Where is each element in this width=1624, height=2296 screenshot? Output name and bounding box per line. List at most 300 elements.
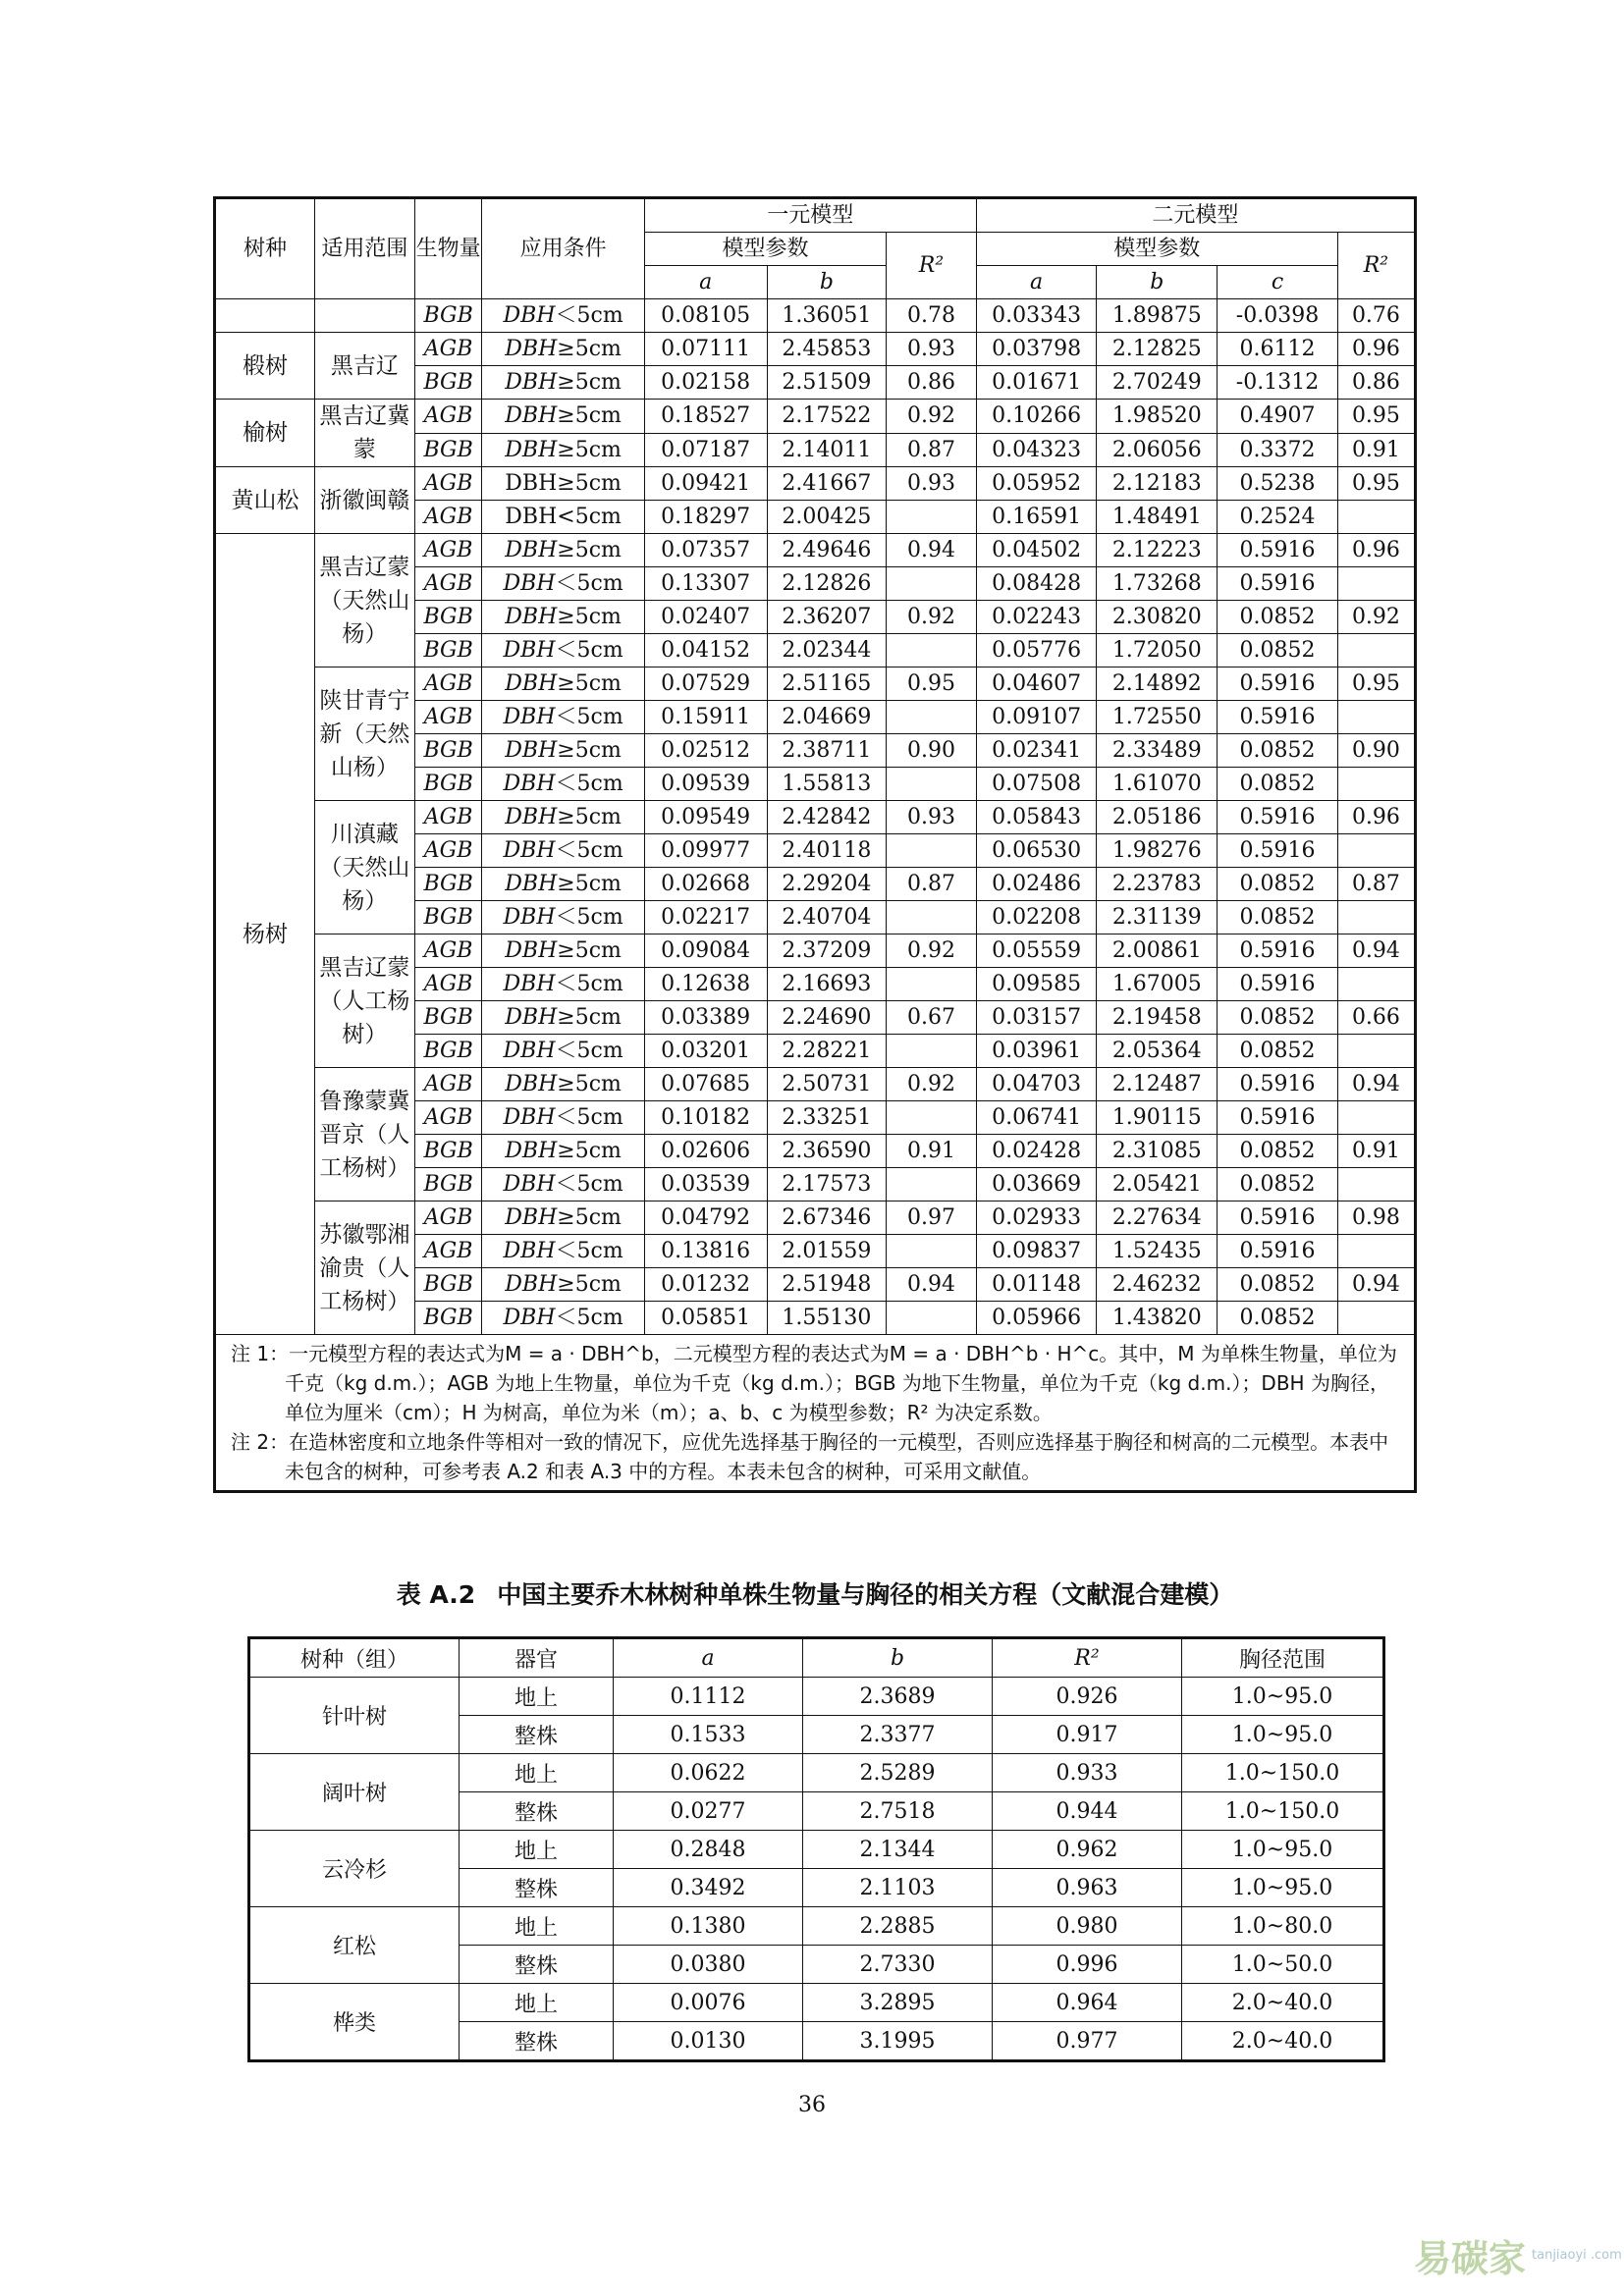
cell-b2: 2.33489	[1097, 734, 1218, 768]
cell-range: 浙徽闽赣	[314, 467, 414, 534]
dbh-symbol: DBH	[505, 805, 558, 829]
header-b-1: b	[767, 266, 887, 299]
cell-condition: DBH≥5cm	[482, 366, 644, 400]
cell-b2: 2.23783	[1097, 868, 1218, 901]
cell-biomass-type: BGB	[414, 433, 482, 467]
cell-r2-2	[1337, 1035, 1415, 1068]
cell-dbh-range: 1.0~80.0	[1182, 1907, 1384, 1946]
cell-a2: 0.02341	[976, 734, 1097, 768]
dbh-symbol: DBH	[503, 1105, 556, 1130]
dbh-symbol: DBH	[503, 972, 556, 996]
cell-r2-2	[1337, 1101, 1415, 1135]
cell-condition: DBH≥5cm	[482, 1068, 644, 1101]
cell-range: 黑吉辽蒙（天然山杨）	[314, 534, 414, 667]
header-r2-1: R²	[887, 233, 977, 299]
cell-a1: 0.18297	[644, 501, 767, 534]
header-biomass: 生物量	[414, 198, 482, 299]
cell-a2: 0.02428	[976, 1135, 1097, 1168]
dbh-symbol: DBH	[503, 1306, 556, 1330]
cell-r2-1	[887, 501, 977, 534]
cell-c2: 0.4907	[1218, 400, 1338, 434]
cell-r2-2: 0.86	[1337, 366, 1415, 400]
cell-a: 0.0277	[614, 1792, 803, 1831]
cell-b2: 2.31139	[1097, 901, 1218, 934]
table-row	[215, 934, 1416, 968]
cell-r2-1	[887, 567, 977, 601]
cell-r2-1: 0.92	[887, 601, 977, 634]
t2-header-b: b	[803, 1638, 993, 1678]
cell-condition: DBH≥5cm	[482, 1001, 644, 1035]
cell-organ: 地上	[460, 1984, 614, 2022]
cell-a2: 0.03798	[976, 333, 1097, 366]
cell-a2: 0.05776	[976, 634, 1097, 667]
cell-biomass-type: AGB	[414, 701, 482, 734]
cell-range: 黑吉辽冀蒙	[314, 400, 414, 467]
cell-r2-1	[887, 1168, 977, 1201]
cell-c2: 0.5916	[1218, 1201, 1338, 1235]
cell-r2-1: 0.93	[887, 333, 977, 366]
dbh-symbol: DBH	[503, 1239, 556, 1263]
cell-organ: 地上	[460, 1831, 614, 1869]
cell-condition: DBH≥5cm	[482, 400, 644, 434]
cell-c2: 0.0852	[1218, 1302, 1338, 1335]
cell-r2-2	[1337, 968, 1415, 1001]
table-a2	[247, 1636, 1382, 2062]
cell-b2: 1.67005	[1097, 968, 1218, 1001]
cell-c2: 0.5916	[1218, 834, 1338, 868]
cell-r2-1: 0.92	[887, 1068, 977, 1101]
cell-condition: DBH＜5cm	[482, 634, 644, 667]
cell-condition: DBH＜5cm	[482, 1235, 644, 1268]
cell-condition: DBH≥5cm	[482, 868, 644, 901]
cell-species: 榆树	[215, 400, 315, 467]
cell-c2: 0.5916	[1218, 667, 1338, 701]
dbh-symbol: DBH	[505, 1205, 558, 1230]
cell-c2: 0.5238	[1218, 467, 1338, 501]
cell-b2: 2.27634	[1097, 1201, 1218, 1235]
cell-dbh-range: 1.0~50.0	[1182, 1946, 1384, 1984]
cell-a2: 0.03669	[976, 1168, 1097, 1201]
cell-b: 2.7330	[803, 1946, 993, 1984]
cell-b1: 2.29204	[767, 868, 887, 901]
cell-b2: 2.12183	[1097, 467, 1218, 501]
cell-dbh-range: 2.0~40.0	[1182, 1984, 1384, 2022]
t2-header-a: a	[614, 1638, 803, 1678]
cell-r2-2: 0.91	[1337, 1135, 1415, 1168]
cell-a1: 0.07685	[644, 1068, 767, 1101]
cell-b1: 2.36590	[767, 1135, 887, 1168]
cell-a: 0.1380	[614, 1907, 803, 1946]
cell-b: 3.2895	[803, 1984, 993, 2022]
dbh-symbol: DBH	[505, 1272, 558, 1297]
cell-b1: 2.51509	[767, 366, 887, 400]
cell-b1: 2.01559	[767, 1235, 887, 1268]
cell-biomass-type: BGB	[414, 1268, 482, 1302]
cell-c2: 0.5916	[1218, 701, 1338, 734]
cell-r2-2: 0.98	[1337, 1201, 1415, 1235]
header-a-1: a	[644, 266, 767, 299]
cell-r2-2	[1337, 1302, 1415, 1335]
cell-a2: 0.03961	[976, 1035, 1097, 1068]
cell-b2: 1.89875	[1097, 299, 1218, 333]
t2-header-organ: 器官	[460, 1638, 614, 1678]
cell-b: 2.7518	[803, 1792, 993, 1831]
cell-b: 2.1344	[803, 1831, 993, 1869]
cell-r2-2: 0.95	[1337, 467, 1415, 501]
cell-c2: 0.5916	[1218, 567, 1338, 601]
cell-c2: 0.5916	[1218, 968, 1338, 1001]
cell-r2-2: 0.94	[1337, 934, 1415, 968]
cell-a2: 0.03157	[976, 1001, 1097, 1035]
dbh-symbol: DBH	[505, 1139, 558, 1163]
cell-condition: DBH≥5cm	[482, 1268, 644, 1302]
cell-b2: 2.05421	[1097, 1168, 1218, 1201]
header-condition: 应用条件	[482, 198, 644, 299]
cell-b1: 2.36207	[767, 601, 887, 634]
cell-b1: 2.00425	[767, 501, 887, 534]
cell-a1: 0.08105	[644, 299, 767, 333]
cell-a: 0.0622	[614, 1754, 803, 1792]
cell-b1: 1.36051	[767, 299, 887, 333]
cell-c2: -0.1312	[1218, 366, 1338, 400]
cell-r2-1	[887, 634, 977, 667]
cell-organ: 整株	[460, 1792, 614, 1831]
cell-c2: 0.0852	[1218, 901, 1338, 934]
cell-range: 苏徽鄂湘渝贵（人工杨树）	[314, 1201, 414, 1335]
cell-condition: DBH<5cm	[482, 501, 644, 534]
cell-biomass-type: BGB	[414, 768, 482, 801]
cell-a1: 0.07111	[644, 333, 767, 366]
cell-r2-2	[1337, 1235, 1415, 1268]
cell-biomass-type: AGB	[414, 333, 482, 366]
dbh-symbol: DBH	[505, 538, 558, 562]
cell-b2: 2.05364	[1097, 1035, 1218, 1068]
cell-a2: 0.04323	[976, 433, 1097, 467]
cell-b1: 2.04669	[767, 701, 887, 734]
cell-a2: 0.04607	[976, 667, 1097, 701]
cell-condition: DBH≥5cm	[482, 1135, 644, 1168]
cell-b: 2.5289	[803, 1754, 993, 1792]
cell-b1: 2.17573	[767, 1168, 887, 1201]
cell-r2-1	[887, 901, 977, 934]
cell-a1: 0.10182	[644, 1101, 767, 1135]
cell-b1: 2.28221	[767, 1035, 887, 1068]
cell-c2: 0.0852	[1218, 1035, 1338, 1068]
cell-a1: 0.09084	[644, 934, 767, 968]
cell-r2-2: 0.95	[1337, 667, 1415, 701]
t2-header-dbh-range: 胸径范围	[1182, 1638, 1384, 1678]
dbh-symbol: DBH	[503, 838, 556, 863]
header-range: 适用范围	[314, 198, 414, 299]
cell-c2: 0.2524	[1218, 501, 1338, 534]
cell-r2: 0.980	[993, 1907, 1182, 1946]
cell-b2: 2.12487	[1097, 1068, 1218, 1101]
cell-biomass-type: AGB	[414, 1068, 482, 1101]
cell-condition: DBH＜5cm	[482, 299, 644, 333]
cell-a1: 0.07187	[644, 433, 767, 467]
cell-r2-1	[887, 701, 977, 734]
cell-condition: DBH≥5cm	[482, 667, 644, 701]
cell-c2: 0.3372	[1218, 433, 1338, 467]
table-row	[215, 400, 1416, 434]
cell-b2: 2.19458	[1097, 1001, 1218, 1035]
cell-a1: 0.02512	[644, 734, 767, 768]
cell-a2: 0.02243	[976, 601, 1097, 634]
cell-r2-1: 0.67	[887, 1001, 977, 1035]
cell-b: 2.3689	[803, 1678, 993, 1716]
cell-dbh-range: 1.0~95.0	[1182, 1831, 1384, 1869]
cell-r2-1	[887, 968, 977, 1001]
cell-biomass-type: BGB	[414, 901, 482, 934]
cell-c2: -0.0398	[1218, 299, 1338, 333]
header-b-2: b	[1097, 266, 1218, 299]
cell-b2: 2.14892	[1097, 667, 1218, 701]
cell-b2: 1.90115	[1097, 1101, 1218, 1135]
cell-a1: 0.03539	[644, 1168, 767, 1201]
cell-biomass-type: BGB	[414, 1001, 482, 1035]
dbh-symbol: DBH	[505, 337, 558, 361]
cell-b2: 2.31085	[1097, 1135, 1218, 1168]
cell-biomass-type: BGB	[414, 634, 482, 667]
cell-range: 陕甘青宁新（天然山杨）	[314, 667, 414, 801]
cell-a1: 0.09977	[644, 834, 767, 868]
cell-a1: 0.07529	[644, 667, 767, 701]
cell-range: 川滇藏（天然山杨）	[314, 801, 414, 934]
cell-range	[314, 299, 414, 333]
dbh-symbol: DBH	[505, 403, 558, 429]
cell-a1: 0.12638	[644, 968, 767, 1001]
cell-a1: 0.07357	[644, 534, 767, 567]
cell-a2: 0.04502	[976, 534, 1097, 567]
cell-a2: 0.10266	[976, 400, 1097, 434]
cell-a: 0.1533	[614, 1716, 803, 1754]
cell-organ: 整株	[460, 2022, 614, 2061]
cell-b2: 1.52435	[1097, 1235, 1218, 1268]
cell-b1: 2.41667	[767, 467, 887, 501]
cell-b2: 2.00861	[1097, 934, 1218, 968]
cell-b2: 2.12223	[1097, 534, 1218, 567]
cell-a: 0.0130	[614, 2022, 803, 2061]
cell-organ: 整株	[460, 1716, 614, 1754]
cell-biomass-type: AGB	[414, 1201, 482, 1235]
cell-species-group: 阔叶树	[249, 1754, 460, 1831]
header-model-params-2: 模型参数	[976, 233, 1337, 266]
cell-a2: 0.09585	[976, 968, 1097, 1001]
cell-a2: 0.09107	[976, 701, 1097, 734]
cell-r2-2	[1337, 768, 1415, 801]
cell-b2: 1.61070	[1097, 768, 1218, 801]
cell-condition: DBH≥5cm	[482, 934, 644, 968]
biomass-table-continued	[213, 196, 1417, 1493]
cell-biomass-type: AGB	[414, 501, 482, 534]
cell-r2: 0.944	[993, 1792, 1182, 1831]
dbh-symbol: DBH	[503, 1172, 556, 1197]
cell-b1: 1.55130	[767, 1302, 887, 1335]
cell-a1: 0.15911	[644, 701, 767, 734]
table-row	[249, 1831, 1384, 1869]
cell-r2-2	[1337, 634, 1415, 667]
cell-a1: 0.09549	[644, 801, 767, 834]
cell-biomass-type: AGB	[414, 934, 482, 968]
cell-condition: DBH≥5cm	[482, 534, 644, 567]
cell-r2-1	[887, 1035, 977, 1068]
cell-r2-1	[887, 1302, 977, 1335]
cell-r2-2: 0.76	[1337, 299, 1415, 333]
dbh-symbol: DBH	[503, 1039, 556, 1063]
cell-a2: 0.01148	[976, 1268, 1097, 1302]
cell-r2-2: 0.96	[1337, 534, 1415, 567]
cell-b1: 2.17522	[767, 400, 887, 434]
cell-biomass-type: AGB	[414, 968, 482, 1001]
cell-c2: 0.0852	[1218, 1168, 1338, 1201]
dbh-symbol: DBH	[505, 437, 558, 462]
cell-c2: 0.0852	[1218, 868, 1338, 901]
cell-c2: 0.0852	[1218, 1268, 1338, 1302]
cell-r2: 0.963	[993, 1869, 1182, 1907]
cell-biomass-type: BGB	[414, 1135, 482, 1168]
cell-r2-1: 0.87	[887, 868, 977, 901]
cell-b2: 2.46232	[1097, 1268, 1218, 1302]
cell-r2-2	[1337, 834, 1415, 868]
cell-r2: 0.917	[993, 1716, 1182, 1754]
cell-biomass-type: AGB	[414, 1101, 482, 1135]
cell-r2-2: 0.87	[1337, 868, 1415, 901]
cell-r2-1: 0.92	[887, 400, 977, 434]
cell-b1: 2.51948	[767, 1268, 887, 1302]
cell-organ: 地上	[460, 1907, 614, 1946]
dbh-symbol: DBH	[505, 872, 558, 896]
cell-r2-1: 0.94	[887, 1268, 977, 1302]
cell-b1: 2.42842	[767, 801, 887, 834]
cell-b2: 2.06056	[1097, 433, 1218, 467]
cell-organ: 整株	[460, 1869, 614, 1907]
header-one-variable-model: 一元模型	[644, 198, 976, 233]
cell-organ: 地上	[460, 1678, 614, 1716]
cell-b1: 2.02344	[767, 634, 887, 667]
cell-b1: 2.51165	[767, 667, 887, 701]
cell-biomass-type: BGB	[414, 601, 482, 634]
cell-b: 2.1103	[803, 1869, 993, 1907]
cell-biomass-type: BGB	[414, 1168, 482, 1201]
cell-a2: 0.05559	[976, 934, 1097, 968]
table-row	[249, 1754, 1384, 1792]
cell-r2-2: 0.66	[1337, 1001, 1415, 1035]
table2-body	[249, 1678, 1384, 2061]
cell-r2-1: 0.90	[887, 734, 977, 768]
cell-biomass-type: AGB	[414, 534, 482, 567]
cell-species: 椴树	[215, 333, 315, 400]
cell-b2: 1.72550	[1097, 701, 1218, 734]
cell-b: 3.1995	[803, 2022, 993, 2061]
cell-r2-2: 0.95	[1337, 400, 1415, 434]
cell-r2: 0.933	[993, 1754, 1182, 1792]
cell-a2: 0.09837	[976, 1235, 1097, 1268]
dbh-symbol: DBH	[505, 605, 558, 629]
cell-r2-1: 0.97	[887, 1201, 977, 1235]
cell-condition: DBH＜5cm	[482, 1168, 644, 1201]
table-row	[215, 299, 1416, 333]
cell-a1: 0.03389	[644, 1001, 767, 1035]
watermark-text: 易碳家	[1414, 2237, 1527, 2280]
cell-a2: 0.07508	[976, 768, 1097, 801]
cell-biomass-type: AGB	[414, 1235, 482, 1268]
cell-biomass-type: BGB	[414, 1035, 482, 1068]
cell-organ: 地上	[460, 1754, 614, 1792]
cell-r2-2: 0.94	[1337, 1268, 1415, 1302]
cell-dbh-range: 2.0~40.0	[1182, 2022, 1384, 2061]
cell-r2: 0.964	[993, 1984, 1182, 2022]
cell-b1: 2.40704	[767, 901, 887, 934]
cell-condition: DBH≥5cm	[482, 734, 644, 768]
cell-r2: 0.962	[993, 1831, 1182, 1869]
cell-b1: 2.67346	[767, 1201, 887, 1235]
cell-r2-2: 0.90	[1337, 734, 1415, 768]
table-row	[249, 1984, 1384, 2022]
cell-condition: DBH＜5cm	[482, 567, 644, 601]
cell-condition: DBH≥5cm	[482, 601, 644, 634]
cell-r2-1: 0.78	[887, 299, 977, 333]
cell-c2: 0.5916	[1218, 534, 1338, 567]
header-model-params-1: 模型参数	[644, 233, 886, 266]
cell-c2: 0.5916	[1218, 1101, 1338, 1135]
cell-organ: 整株	[460, 1946, 614, 1984]
cell-r2-1: 0.93	[887, 801, 977, 834]
cell-biomass-type: BGB	[414, 299, 482, 333]
caption-title: 中国主要乔木林树种单株生物量与胸径的相关方程（文献混合建模）	[497, 1580, 1234, 1609]
cell-a: 0.1112	[614, 1678, 803, 1716]
t2-header-species: 树种（组）	[249, 1638, 460, 1678]
cell-b2: 1.73268	[1097, 567, 1218, 601]
cell-a1: 0.09539	[644, 768, 767, 801]
cell-a2: 0.05966	[976, 1302, 1097, 1335]
cell-c2: 0.0852	[1218, 734, 1338, 768]
cell-c2: 0.5916	[1218, 934, 1338, 968]
cell-condition: DBH＜5cm	[482, 968, 644, 1001]
cell-a1: 0.02606	[644, 1135, 767, 1168]
table-row	[215, 1068, 1416, 1101]
cell-a2: 0.08428	[976, 567, 1097, 601]
cell-c2: 0.0852	[1218, 601, 1338, 634]
cell-a2: 0.03343	[976, 299, 1097, 333]
cell-b1: 2.24690	[767, 1001, 887, 1035]
table-row	[215, 1201, 1416, 1235]
cell-r2-1: 0.95	[887, 667, 977, 701]
cell-biomass-type: BGB	[414, 1302, 482, 1335]
dbh-symbol: DBH	[503, 705, 556, 729]
header-two-variable-model: 二元模型	[976, 198, 1415, 233]
header-r2-2: R²	[1337, 233, 1415, 299]
cell-r2-2: 0.96	[1337, 801, 1415, 834]
cell-c2: 0.5916	[1218, 801, 1338, 834]
cell-r2: 0.926	[993, 1678, 1182, 1716]
table-row	[215, 667, 1416, 701]
cell-r2-1	[887, 768, 977, 801]
table-row	[249, 1678, 1384, 1716]
cell-b1: 1.55813	[767, 768, 887, 801]
cell-a1: 0.02668	[644, 868, 767, 901]
cell-condition: DBH＜5cm	[482, 1101, 644, 1135]
cell-r2-2	[1337, 701, 1415, 734]
cell-a1: 0.03201	[644, 1035, 767, 1068]
cell-condition: DBH＜5cm	[482, 1302, 644, 1335]
note-1: 注 1：一元模型方程的表达式为M = a · DBH^b，二元模型方程的表达式为M = a · DBH^b · H^c。其中，M 为单株生物量，单位为千克（kg d.m.）；AGB 为地上生物量，单位为千克（kg d.m.）；BGB 为地下生物量，单位为千克（kg d.m.）；DBH 为胸径，单位为厘米（cm）；H 为树高，单位为米（m）；a、b、c 为模型参数；R² 为决定系数。	[231, 1342, 1397, 1424]
dbh-symbol: DBH	[505, 938, 558, 963]
cell-biomass-type: AGB	[414, 567, 482, 601]
cell-b1: 2.16693	[767, 968, 887, 1001]
dbh-symbol: DBH	[503, 303, 556, 328]
cell-a1: 0.04792	[644, 1201, 767, 1235]
header-species: 树种	[215, 198, 315, 299]
